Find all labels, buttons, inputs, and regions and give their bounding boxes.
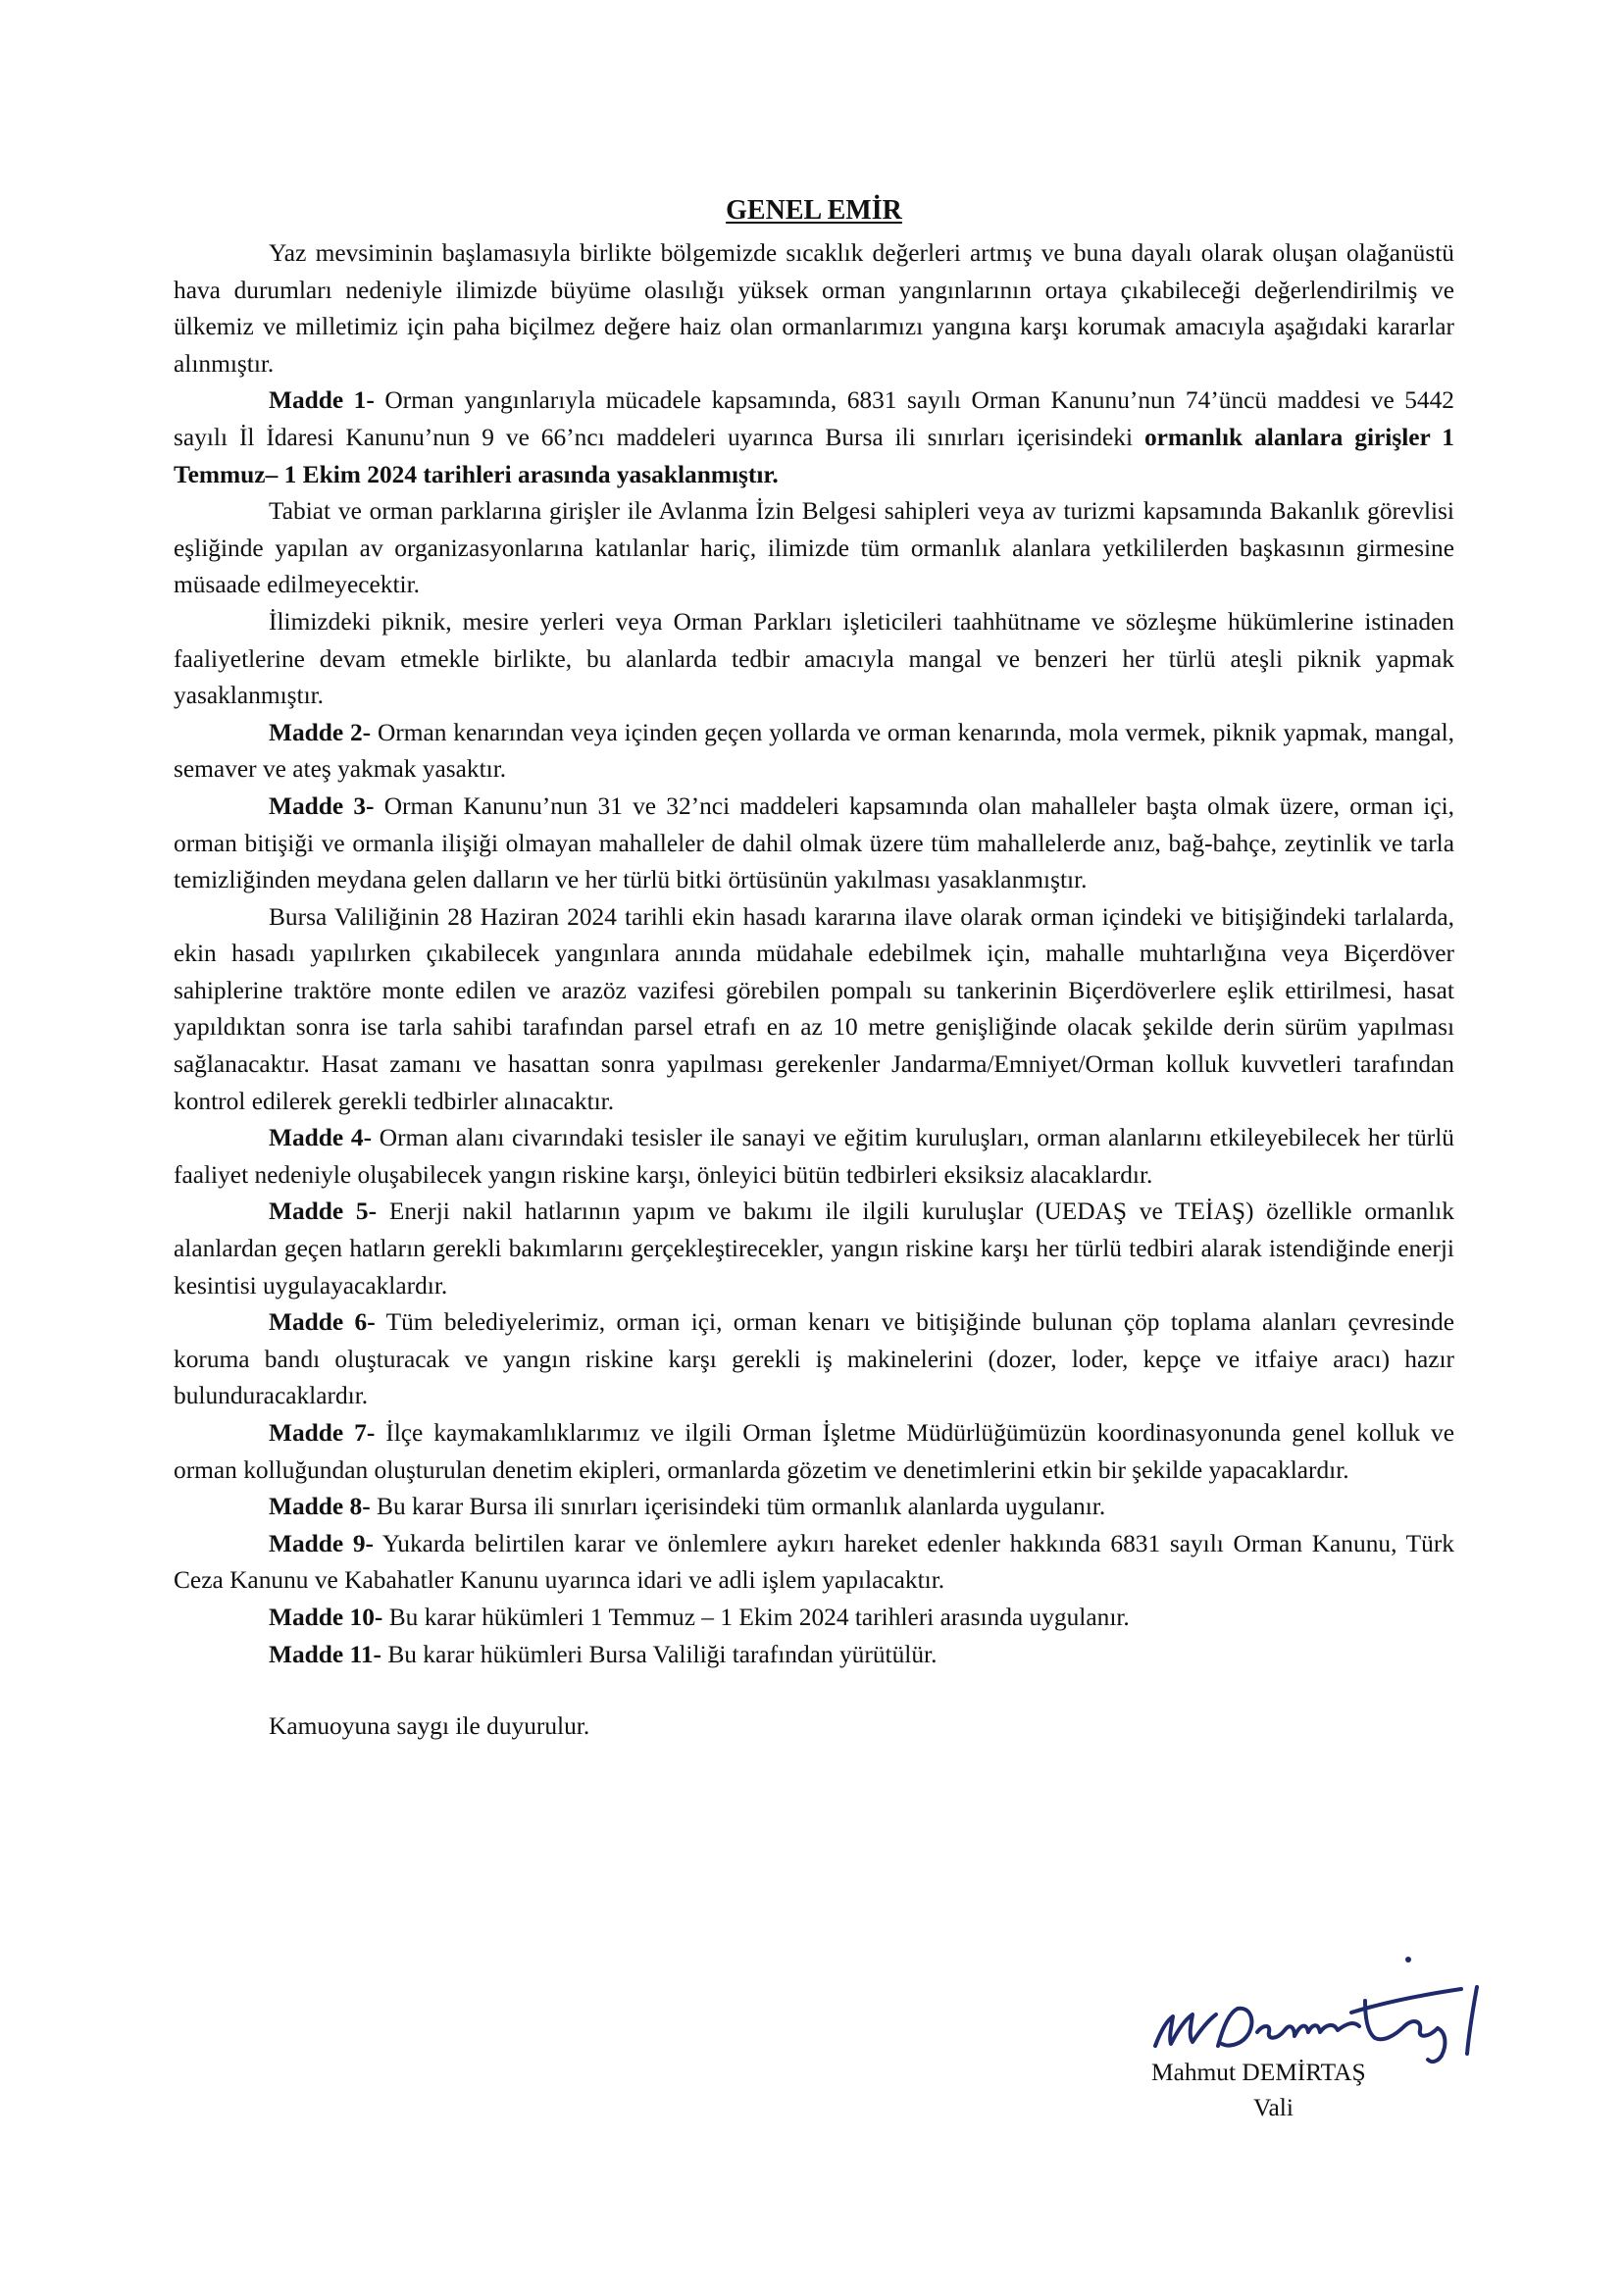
madde-9-label: Madde 9- [269, 1529, 374, 1557]
madde-5-text: Enerji nakil hatlarının yapım ve bakımı ile ilgili kuruluşlar (UEDAŞ ve TEİAŞ) özellikle ormanlık alanlardan geçen hatların gerekli bakımlarını gerçekleştirecekler, yangın riskine karşı her türlü tedbiri alarak istendiğinde enerji kesintisi uygulayacaklardır. [174, 1198, 1454, 1300]
madde-8-paragraph [174, 1489, 1454, 1526]
madde-1-paragraph-2: Tabiat ve orman parklarına girişler ile Avlanma İzin Belgesi sahipleri veya av turizmi kapsamında Bakanlık görevlisi eşliğinde yapılan av organizasyonlarına katılanlar hariç, ilimizde tüm ormanlık alanlara yetkililerden başkasının girmesine müsaade edilmeyecektir. [174, 497, 1454, 599]
madde-1-label: Madde 1- [269, 386, 375, 415]
madde-3-paragraph-2: Bursa Valiliğinin 28 Haziran 2024 tarihli ekin hasadı kararına ilave olarak orman içindeki ve bitişiğindeki tarlalarda, ekin hasadı yapılırken çıkabilecek yangınlara anında müdahale edebilmek için, mahalle muhtarlığına veya Biçerdöver sahiplerine traktöre monte edilen ve arazöz vazifesi görebilen pompalı su tankerinin Biçerdöverlere eşlik ettirilmesi, hasat yapıldıktan sonra ise tarla sahibi tarafından parsel etrafı en az 10 metre genişliğinde olacak şekilde derin sürüm yapılması sağlanacaktır. Hasat zamanı ve hasattan sonra yapılması gerekenler Jandarma/Emniyet/Orman kolluk kuvvetleri tarafından kontrol edilerek gerekli tedbirler alınacaktır. [174, 902, 1454, 1115]
madde-7-paragraph [174, 1415, 1454, 1489]
document-title [174, 192, 1454, 229]
madde-3-text: Orman Kanunu’nun 31 ve 32’nci maddeleri kapsamında olan mahalleler başta olmak üzere, orman içi, orman bitişiği ve ormanla ilişiği olmayan mahalleler de dahil olmak üzere tüm mahallelerde anız, bağ-bahçe, zeytinlik ve tarla temizliğinden meydana gelen dalların ve her türlü bitki örtüsünün yakılması yasaklanmıştır. [174, 791, 1454, 894]
madde-1-text: Orman yangınlarıyla mücadele kapsamında, 6831 sayılı Orman Kanunu’nun 74’üncü maddesi ve 5442 sayılı İl İdaresi Kanunu’nun 9 ve 66’ncı maddeleri uyarınca Bursa ili sınırları içerisindeki [174, 386, 1454, 451]
madde-1-bold-text: ormanlık alanlara girişler 1 Temmuz– 1 Ekim 2024 tarihleri arasında yasaklanmıştır. [174, 423, 1455, 488]
madde-9-text: Yukarda belirtilen karar ve önlemlere aykırı hareket edenler hakkında 6831 sayılı Orman Kanunu, Türk Ceza Kanunu ve Kabahatler Kanunu uyarınca idari ve adli işlem yapılacaktır. [174, 1529, 1454, 1595]
madde-9-paragraph [174, 1526, 1454, 1600]
madde-8-label: Madde 8- [269, 1493, 371, 1521]
madde-4-label: Madde 4- [269, 1124, 373, 1152]
madde-10-text: Bu karar hükümleri 1 Temmuz – 1 Ekim 2024 tarihleri arasında uygulanır. [382, 1603, 1130, 1631]
madde-2-paragraph [174, 715, 1454, 789]
madde-1-paragraph-3: İlimizdeki piknik, mesire yerleri veya Orman Parkları işleticileri taahhütname ve sözleşme hükümlerine istinaden faaliyetlerine devam etmekle birlikte, bu alanlarda tedbir amacıyla mangal ve benzeri her türlü ateşli piknik yapmak yasaklanmıştır. [174, 607, 1454, 710]
madde-3-paragraph [174, 789, 1454, 899]
intro-paragraph: Yaz mevsiminin başlamasıyla birlikte bölgemizde sıcaklık değerleri artmış ve buna dayalı olarak oluşan olağanüstü hava durumları nedeniyle ilimizde büyüme olasılığı yüksek orman yangınlarının ortaya çıkabileceği değerlendirilmiş ve ülkemiz ve milletimiz için paha biçilmez değere haiz olan ormanlarımızı yangına karşı korumak amacıyla aşağıdaki kararlar alınmıştır. [174, 239, 1454, 378]
signature-dot [1405, 1957, 1411, 1963]
handwritten-signature [1147, 1930, 1500, 2067]
madde-4-text: Orman alanı civarındaki tesisler ile sanayi ve eğitim kuruluşları, orman alanlarını etkileyebilecek her türlü faaliyet nedeniyle oluşabilecek yangın riskine karşı, önleyici bütün tedbirleri eksiksiz alacaklardır. [174, 1124, 1454, 1189]
document-title-text: GENEL EMİR [726, 195, 902, 226]
madde-5-label: Madde 5- [269, 1198, 378, 1226]
madde-6-text: Tüm belediyelerimiz, orman içi, orman kenarı ve bitişiğinde bulunan çöp toplama alanları çevresinde koruma bandı oluşturacak ve yangın riskine karşı gerekli iş makinelerini (dozer, loder, kepçe ve itfaiye aracı) hazır bulunduracaklardır. [174, 1308, 1455, 1410]
signatory-name: Mahmut DEMİRTAŞ [1151, 2059, 1366, 2086]
madde-5-paragraph [174, 1194, 1454, 1304]
madde-10-paragraph [174, 1600, 1454, 1637]
closing-statement: Kamuoyuna saygı ile duyurulur. [269, 1712, 590, 1741]
madde-2-text: Orman kenarından veya içinden geçen yollarda ve orman kenarında, mola vermek, piknik yapmak, mangal, semaver ve ateş yakmak yasaktır. [174, 718, 1454, 784]
signature-block [1147, 1930, 1500, 2136]
madde-8-text: Bu karar Bursa ili sınırları içerisindeki tüm ormanlık alanlarda uygulanır. [370, 1493, 1106, 1521]
document-body [174, 192, 1454, 1746]
madde-11-paragraph [174, 1637, 1454, 1674]
madde-2-label: Madde 2- [269, 718, 372, 746]
madde-7-label: Madde 7- [269, 1419, 376, 1447]
madde-4-paragraph [174, 1120, 1454, 1194]
madde-7-text: İlçe kaymakamlıklarımız ve ilgili Orman İşletme Müdürlüğümüzün koordinasyonunda genel kolluk ve orman kolluğundan oluşturulan denetim ekipleri, ormanlarda gözetim ve denetimlerini etkin bir şekilde yapacaklardır. [174, 1419, 1455, 1484]
madde-3-label: Madde 3- [269, 791, 375, 820]
signatory-title: Vali [1253, 2094, 1294, 2121]
madde-1-paragraph [174, 382, 1454, 493]
madde-6-label: Madde 6- [269, 1308, 376, 1337]
madde-11-label: Madde 11- [269, 1640, 381, 1668]
madde-10-label: Madde 10- [269, 1603, 383, 1631]
madde-11-text: Bu karar hükümleri Bursa Valiliği tarafından yürütülür. [381, 1640, 938, 1668]
madde-6-paragraph [174, 1304, 1454, 1415]
